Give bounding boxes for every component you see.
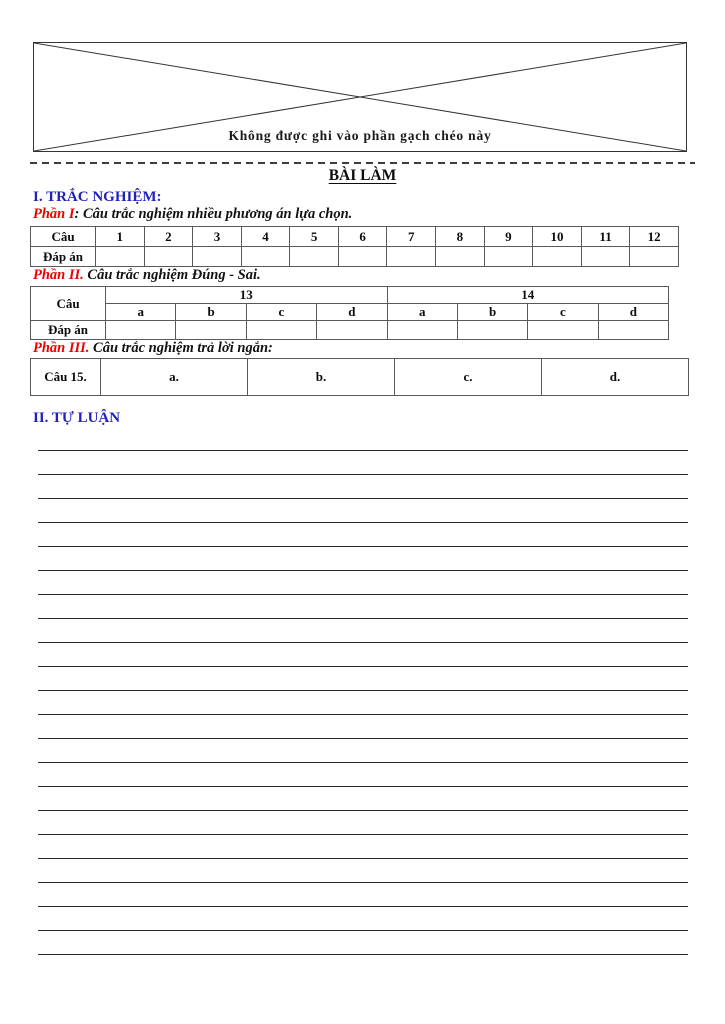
essay-ruled-line (38, 786, 688, 787)
table-row (31, 304, 669, 321)
answer-cell[interactable] (387, 321, 457, 340)
part2-heading (33, 267, 261, 284)
essay-writing-area[interactable] (38, 450, 688, 980)
essay-ruled-line (38, 594, 688, 595)
option-label: a (106, 304, 176, 321)
essay-ruled-line (38, 810, 688, 811)
essay-ruled-line (38, 546, 688, 547)
question-number: 6 (338, 227, 387, 247)
answer-cell[interactable] (290, 247, 339, 267)
row-header-dap-an: Đáp án (31, 321, 106, 340)
answer-cell[interactable] (457, 321, 527, 340)
part3-heading (33, 340, 273, 357)
essay-ruled-line (38, 498, 688, 499)
question-number: 9 (484, 227, 533, 247)
option-label: c (528, 304, 598, 321)
do-not-write-box (33, 42, 687, 152)
do-not-write-text: Không được ghi vào phần gạch chéo này (228, 128, 492, 143)
option-label: d (317, 304, 387, 321)
table-row (31, 321, 669, 340)
option-label: c (246, 304, 316, 321)
question-number: 2 (144, 227, 193, 247)
option-label: a (387, 304, 457, 321)
essay-ruled-line (38, 522, 688, 523)
row-header-dap-an: Đáp án (31, 247, 96, 267)
answer-cell[interactable] (533, 247, 582, 267)
answer-cell[interactable] (106, 321, 176, 340)
question-number: 3 (193, 227, 242, 247)
part2-label: Phần II. (33, 267, 84, 283)
answer-cell[interactable] (246, 321, 316, 340)
row-header-cau-15: Câu 15. (31, 359, 101, 396)
short-answer-cell-d[interactable]: d. (542, 359, 689, 396)
section-heading-tu-luan: II. TỰ LUẬN (33, 410, 121, 426)
answer-cell[interactable] (176, 321, 246, 340)
answer-cell[interactable] (96, 247, 145, 267)
answer-cell[interactable] (144, 247, 193, 267)
essay-ruled-line (38, 714, 688, 715)
essay-ruled-line (38, 930, 688, 931)
question-number: 7 (387, 227, 436, 247)
essay-ruled-line (38, 666, 688, 667)
question-number: 8 (436, 227, 485, 247)
option-label: b (457, 304, 527, 321)
essay-ruled-line (38, 474, 688, 475)
part1-heading (33, 206, 352, 223)
answer-cell[interactable] (387, 247, 436, 267)
answer-cell[interactable] (241, 247, 290, 267)
row-header-cau: Câu (31, 287, 106, 321)
part1-desc: : Câu trắc nghiệm nhiều phương án lựa chọn. (74, 206, 353, 222)
essay-ruled-line (38, 690, 688, 691)
table-row (31, 247, 679, 267)
part1-answer-table (30, 226, 679, 267)
row-header-cau: Câu (31, 227, 96, 247)
answer-cell[interactable] (436, 247, 485, 267)
table-row (31, 359, 689, 396)
essay-ruled-line (38, 738, 688, 739)
essay-ruled-line (38, 762, 688, 763)
essay-ruled-line (38, 570, 688, 571)
question-number: 12 (630, 227, 679, 247)
option-label: d (598, 304, 668, 321)
part2-desc: Câu trắc nghiệm Đúng - Sai. (83, 267, 261, 283)
essay-ruled-line (38, 906, 688, 907)
table-row (31, 227, 679, 247)
answer-cell[interactable] (528, 321, 598, 340)
part2-answer-table (30, 286, 669, 340)
table-row (31, 287, 669, 304)
answer-cell[interactable] (338, 247, 387, 267)
question-number: 13 (106, 287, 388, 304)
page-title: BÀI LÀM (328, 167, 397, 184)
part3-answer-table (30, 358, 689, 396)
question-number: 1 (96, 227, 145, 247)
part1-label: Phần I (33, 206, 75, 222)
essay-ruled-line (38, 834, 688, 835)
answer-cell[interactable] (193, 247, 242, 267)
essay-ruled-line (38, 450, 688, 451)
short-answer-cell-b[interactable]: b. (248, 359, 395, 396)
question-number: 11 (581, 227, 630, 247)
essay-ruled-line (38, 642, 688, 643)
answer-cell[interactable] (317, 321, 387, 340)
question-number: 4 (241, 227, 290, 247)
essay-ruled-line (38, 618, 688, 619)
essay-ruled-line (38, 954, 688, 955)
answer-cell[interactable] (598, 321, 668, 340)
answer-cell[interactable] (630, 247, 679, 267)
section-heading-trac-nghiem: I. TRẮC NGHIỆM: (33, 189, 162, 205)
part3-desc: Câu trắc nghiệm trả lời ngắn: (89, 340, 273, 356)
answer-cell[interactable] (581, 247, 630, 267)
short-answer-cell-a[interactable]: a. (101, 359, 248, 396)
short-answer-cell-c[interactable]: c. (395, 359, 542, 396)
question-number: 14 (387, 287, 669, 304)
part3-label: Phần III. (33, 340, 90, 356)
essay-ruled-line (38, 882, 688, 883)
essay-ruled-line (38, 858, 688, 859)
answer-cell[interactable] (484, 247, 533, 267)
question-number: 10 (533, 227, 582, 247)
option-label: b (176, 304, 246, 321)
question-number: 5 (290, 227, 339, 247)
dashed-separator (30, 162, 695, 164)
